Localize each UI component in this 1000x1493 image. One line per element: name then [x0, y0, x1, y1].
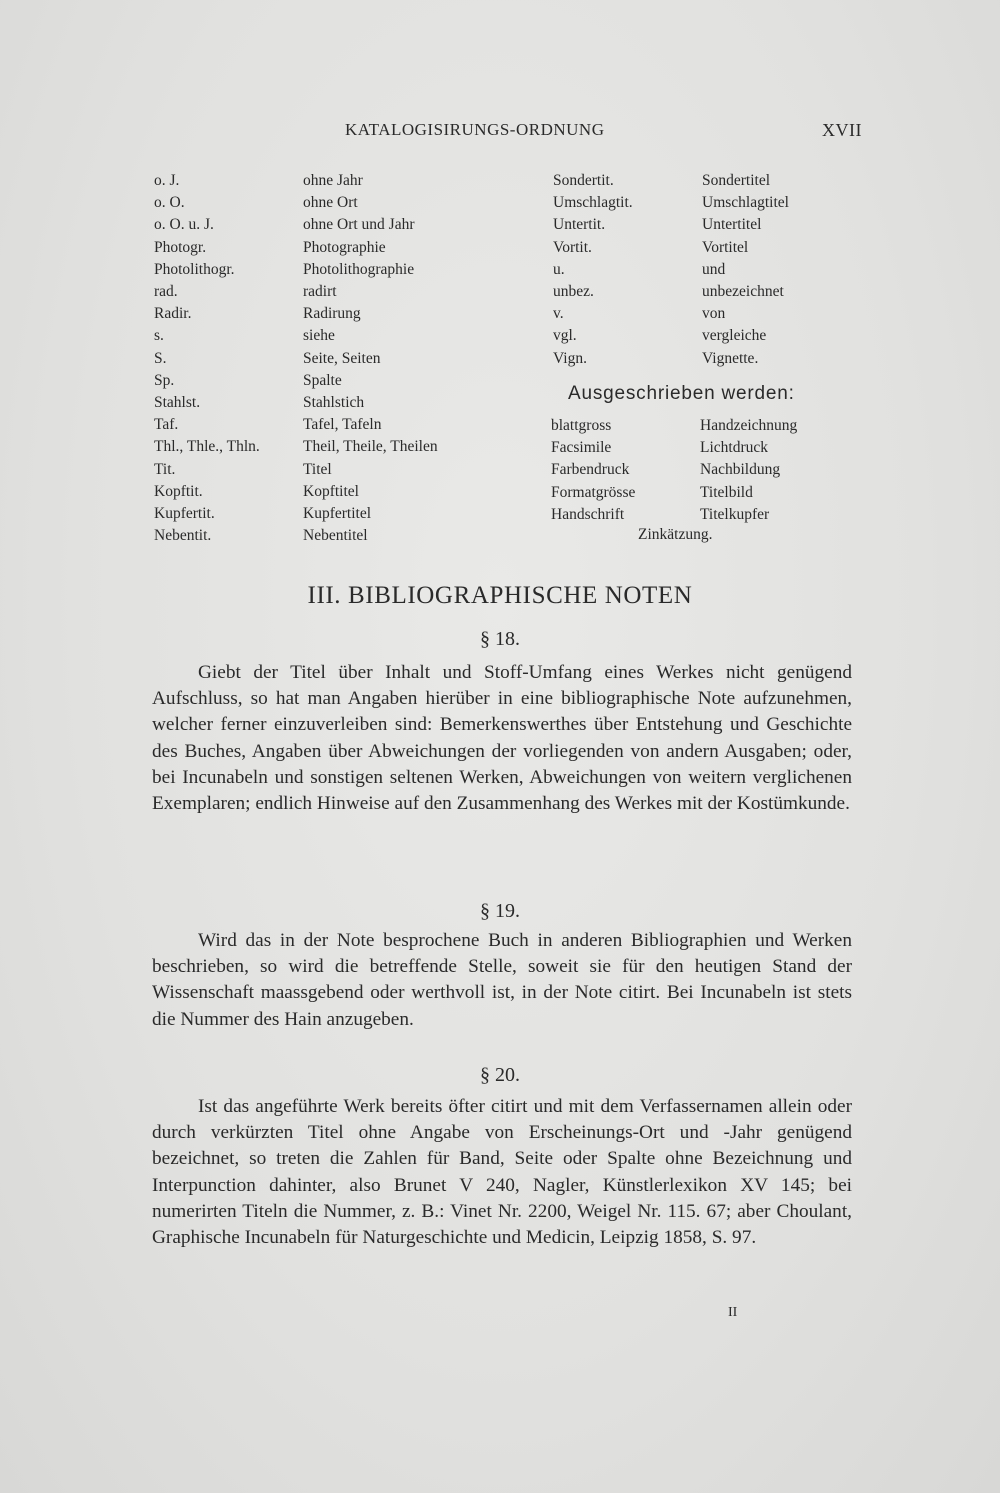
abbreviation: Kupfertit. — [154, 505, 215, 522]
abbreviation: Thl., Thle., Thln. — [154, 438, 260, 456]
abbreviation-meaning: und — [702, 260, 726, 278]
abbreviation-meaning: Umschlagtitel — [702, 194, 789, 212]
abbreviation-meaning: Radirung — [303, 305, 361, 323]
abbreviation: o. O. — [154, 194, 185, 212]
paragraph-18: Giebt der Titel über Inhalt und Stoff-Umfang eines Werkes nicht genügend Aufschluss, so hat man Angaben hierüber in eine bibliographische Note aufzunehmen, welcher ferner einzuverleiben sind: Bemerkenswerthes über Entstehung und Geschichte des Buches, Angaben über Abweichungen der vorliegenden von andern Ausgaben; oder, bei Incunabeln und sonstigen seltenen Werken, Abweichungen von weitern verglichenen Exemplaren; endlich Hinweise auf den Zusammenhang des Werkes mit der Kostümkunde. — [152, 662, 852, 815]
abbreviation-meaning: ohne Jahr — [303, 172, 363, 189]
abbreviation-meaning: radirt — [303, 283, 337, 300]
abbreviation: Nebentit. — [154, 527, 212, 545]
section-heading: III. BIBLIOGRAPHISCHE NOTEN — [307, 582, 693, 609]
abbreviation: Stahlst. — [154, 394, 201, 411]
ausgeschrieben-item: Titelbild — [700, 483, 753, 501]
ausgeschrieben-last-item: Zinkätzung. — [638, 526, 713, 543]
ausgeschrieben-item: Titelkupfer — [700, 505, 770, 523]
abbreviation-meaning: Vortitel — [702, 238, 749, 256]
abbreviation-meaning: ohne Ort — [303, 194, 358, 212]
abbreviation: vgl. — [553, 327, 577, 345]
abbreviation-meaning: Photolithographie — [303, 260, 415, 278]
abbreviation-meaning: Kupfertitel — [303, 505, 372, 522]
abbreviation: Taf. — [154, 416, 179, 434]
abbreviation: Tit. — [154, 460, 176, 478]
abbreviation: Kopftit. — [154, 482, 203, 500]
ausgeschrieben-item: blattgross — [551, 417, 612, 434]
abbreviation: unbez. — [553, 283, 594, 300]
running-title: KATALOGISIRUNGS-ORDNUNG — [345, 120, 605, 139]
abbreviation-meaning: Vignette. — [702, 349, 759, 367]
ausgeschrieben-heading: Ausgeschrieben werden: — [568, 383, 795, 404]
abbreviation-meaning: Spalte — [303, 371, 342, 389]
abbreviation: Untertit. — [553, 216, 606, 234]
abbreviation-meaning: von — [702, 305, 726, 323]
abbreviation: o. J. — [154, 172, 180, 189]
abbreviation: Radir. — [154, 305, 192, 323]
abbreviation: o. O. u. J. — [154, 216, 214, 234]
abbreviation: S. — [154, 349, 167, 367]
paragraph-mark-19: § 19. — [480, 900, 520, 922]
abbreviation-meaning: Theil, Theile, Theilen — [303, 438, 438, 456]
ausgeschrieben-item: Facsimile — [551, 439, 612, 457]
ausgeschrieben-item: Farbendruck — [551, 461, 630, 479]
ausgeschrieben-item: Handzeichnung — [700, 417, 798, 434]
paragraph-mark-18: § 18. — [480, 628, 520, 650]
abbreviation-meaning: siehe — [303, 327, 335, 345]
abbreviation-meaning: Nebentitel — [303, 527, 368, 545]
abbreviation: v. — [553, 305, 564, 323]
paragraph-19: Wird das in der Note besprochene Buch in anderen Bibliographien und Werken beschrieben, so wird die betreffende Stelle, soweit sie für den heutigen Stand der Wissenschaft maassgebend oder werthvoll ist, in der Note citirt. Bei Incunabeln ist stets die Nummer des Hain anzugeben. — [152, 930, 852, 1030]
abbreviation-meaning: Photographie — [303, 238, 386, 256]
abbreviation: Vign. — [553, 349, 587, 367]
abbreviation: Vortit. — [553, 238, 592, 256]
abbreviation: Photogr. — [154, 238, 207, 256]
abbreviation-meaning: Kopftitel — [303, 482, 359, 500]
abbreviation-meaning: Seite, Seiten — [303, 349, 381, 367]
abbreviation: u. — [553, 260, 565, 278]
abbreviation: Umschlagtit. — [553, 194, 633, 212]
running-header — [150, 120, 862, 146]
abbreviation: Photolithogr. — [154, 260, 235, 278]
ausgeschrieben-item: Nachbildung — [700, 461, 781, 479]
abbreviation-meaning: Tafel, Tafeln — [303, 416, 382, 434]
abbreviation: Sondertit. — [553, 172, 614, 189]
ausgeschrieben-item: Formatgrösse — [551, 483, 636, 501]
abbreviation-meaning: unbezeichnet — [702, 283, 784, 300]
signature-mark: II — [728, 1305, 738, 1320]
abbreviation-meaning: Stahlstich — [303, 394, 365, 411]
abbreviation-meaning: ohne Ort und Jahr — [303, 216, 415, 234]
abbreviation-meaning: vergleiche — [702, 327, 767, 345]
abbreviation: Sp. — [154, 371, 175, 389]
paragraph-20: Ist das angeführte Werk bereits öfter citirt und mit dem Verfassernamen allein oder durch verkürzten Titel ohne Angabe von Erscheinungs-Ort und -Jahr genügend bezeichnet, so treten die Zahlen für Band, Seite oder Spalte ohne Bezeichnung und Interpunction dahinter, also Brunet V 240, Nagler, Künstlerlexikon XV 145; bei numerirten Titeln die Nummer, z. B.: Vinet Nr. 2200, Weigel Nr. 115. 67; aber Choulant, Graphische Incunabeln für Naturgeschichte und Medicin, Leipzig 1858, S. 97. — [152, 1096, 852, 1249]
abbreviation-meaning: Titel — [303, 460, 332, 478]
ausgeschrieben-item: Handschrift — [551, 505, 625, 523]
paragraph-mark-20: § 20. — [480, 1064, 520, 1086]
ausgeschrieben-item: Lichtdruck — [700, 439, 769, 457]
abbreviation: s. — [154, 327, 164, 345]
abbreviation-meaning: Sondertitel — [702, 172, 771, 189]
abbreviation-meaning: Untertitel — [702, 216, 762, 234]
page-number: XVII — [822, 120, 862, 140]
abbreviation: rad. — [154, 283, 178, 300]
